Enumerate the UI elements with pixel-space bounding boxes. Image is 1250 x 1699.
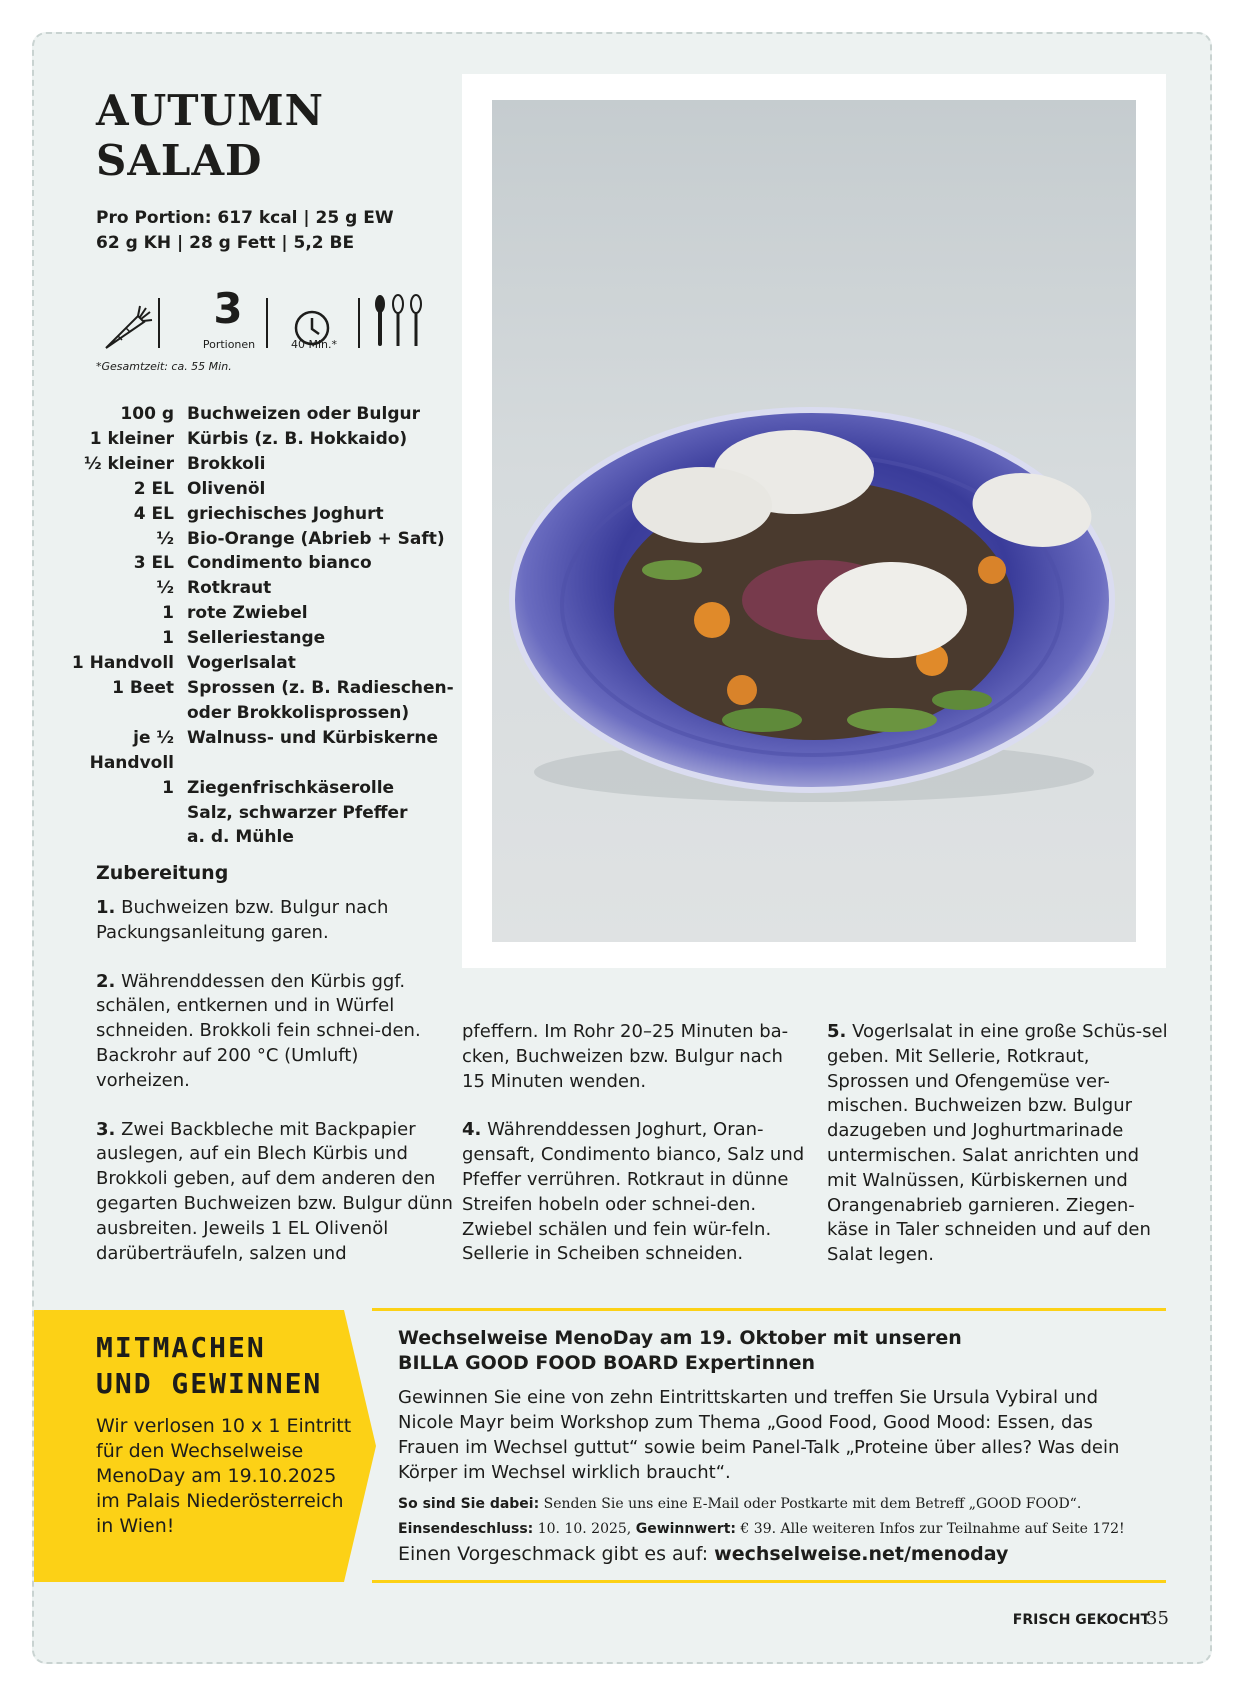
ingredient-row bbox=[60, 452, 480, 477]
step-4-number: 4. bbox=[462, 1119, 482, 1141]
deadline-line bbox=[398, 1517, 1125, 1542]
join-line bbox=[398, 1492, 1125, 1517]
meta-divider bbox=[266, 298, 268, 348]
ingredient-quantity bbox=[60, 801, 187, 826]
event-link-line bbox=[398, 1542, 1008, 1567]
ingredient-row bbox=[60, 551, 480, 576]
ingredient-quantity: 1 bbox=[162, 603, 174, 624]
recipe-meta-icons bbox=[96, 284, 436, 360]
ingredient-name: Walnuss- und Kürbiskerne bbox=[187, 727, 439, 748]
ingredient-name: oder Brokkolisprossen) bbox=[187, 702, 410, 723]
step-5 bbox=[827, 1020, 1172, 1268]
ingredient-list bbox=[60, 402, 480, 850]
nutrition-info bbox=[96, 206, 394, 256]
deadline-label: Einsendeschluss: bbox=[398, 1521, 534, 1537]
ingredient-row bbox=[60, 427, 480, 452]
promo-heading-line-2: UND GEWINNEN bbox=[96, 1367, 323, 1400]
event-fine-print bbox=[398, 1492, 1125, 1542]
ingredient-quantity: 4 EL bbox=[133, 503, 174, 524]
ingredient-row bbox=[60, 527, 480, 552]
step-3-number: 3. bbox=[96, 1118, 116, 1140]
ingredient-quantity: 2 EL bbox=[133, 478, 174, 499]
ingredient-name: Olivenöl bbox=[187, 478, 266, 499]
ingredient-row bbox=[60, 402, 480, 427]
salad-photo bbox=[492, 100, 1136, 942]
ingredient-name: a. d. Mühle bbox=[187, 827, 294, 848]
ingredient-name: Selleriestange bbox=[187, 628, 326, 649]
step-3-text: Zwei Backbleche mit Backpapier auslegen, auf ein Blech Kürbis und Brokkoli geben, auf dem anderen den gegarten Buchweizen bzw. Bulgur dünn ausbreiten. Jeweils 1 EL Olivenöl darüberträufeln, salzen und bbox=[96, 1118, 453, 1264]
step-2-text: Währenddessen den Kürbis ggf. schälen, entkernen und in Würfel schneiden. Brokkoli fein schnei-den. Backrohr auf 200 °C (Umluft) vorheizen. bbox=[96, 970, 421, 1091]
ingredient-row bbox=[60, 701, 480, 726]
step-2 bbox=[96, 970, 456, 1094]
ingredient-name: Condimento bianco bbox=[187, 553, 372, 574]
ingredient-quantity: ½ kleiner bbox=[83, 453, 174, 474]
step-4-text: Währenddessen Joghurt, Oran-gensaft, Condimento bianco, Salz und Pfeffer verrühren. Rotkraut in dünne Streifen hobeln oder schnei-den. Zwiebel schälen und fein wür-feln. Sellerie in Scheiben schneiden. bbox=[462, 1119, 805, 1265]
step-3 bbox=[96, 1118, 456, 1267]
ingredient-name: Buchweizen oder Bulgur bbox=[187, 404, 420, 424]
ingredient-quantity: 1 kleiner bbox=[89, 428, 174, 449]
event-body: Gewinnen Sie eine von zehn Eintrittskarten und treffen Sie Ursula Vybiral und Nicole Mayr beim Workshop zum Thema „Good Food, Good Mood: Essen, das Frauen im Wechsel guttut“ sowie beim Panel-Talk „Proteine über alles? Was dein Körper im Wechsel wirklich braucht“. bbox=[398, 1387, 1120, 1483]
step-2-number: 2. bbox=[96, 970, 116, 992]
event-heading-line-1: Wechselweise MenoDay am 19. Oktober mit unseren bbox=[398, 1327, 962, 1349]
ingredient-quantity: 100 g bbox=[120, 404, 174, 424]
ingredient-name: Kürbis (z. B. Hokkaido) bbox=[187, 428, 408, 449]
meta-divider bbox=[158, 298, 160, 348]
ingredient-quantity: 1 Beet bbox=[112, 677, 174, 698]
nutrition-line-1: Pro Portion: 617 kcal | 25 g EW bbox=[96, 208, 394, 228]
time-label: 40 Min.* bbox=[290, 338, 337, 351]
title-line-2: SALAD bbox=[96, 136, 263, 185]
title-line-1: AUTUMN bbox=[96, 86, 324, 135]
ingredient-name: Sprossen (z. B. Radieschen- bbox=[187, 677, 454, 698]
ingredient-row bbox=[60, 801, 480, 826]
utensils-icon bbox=[368, 290, 428, 354]
preparation-heading: Zubereitung bbox=[96, 862, 229, 884]
ingredient-row bbox=[60, 776, 480, 801]
ingredient-name: Salz, schwarzer Pfeffer bbox=[187, 802, 408, 823]
value-label: Gewinnwert: bbox=[635, 1521, 736, 1537]
recipe-title bbox=[96, 86, 324, 186]
ingredient-name: Rotkraut bbox=[187, 578, 272, 599]
promo-heading bbox=[96, 1330, 322, 1402]
ingredient-quantity bbox=[60, 701, 187, 726]
page-number: 35 bbox=[1146, 1608, 1169, 1629]
ingredient-row bbox=[60, 626, 480, 651]
ingredient-row bbox=[60, 601, 480, 626]
footer-section: FRISCH GEKOCHT bbox=[1012, 1612, 1150, 1628]
carrot-icon bbox=[100, 294, 156, 358]
event-bottom-rule bbox=[372, 1580, 1166, 1583]
ingredient-name: Vogerlsalat bbox=[187, 653, 296, 674]
preparation-column-3 bbox=[827, 1020, 1172, 1268]
event-top-rule bbox=[372, 1308, 1166, 1311]
step-5-text: Vogerlsalat in eine große Schüs-sel geben. Mit Sellerie, Rotkraut, Sprossen und Ofengemüse ver-mischen. Buchweizen bzw. Bulgur dazugeben und Joghurtmarinade untermischen. Salat anrichten und mit Walnüssen, Kürbiskernen und Orangenabrieb garnieren. Ziegen-käse in Taler schneiden und auf den Salat legen. bbox=[827, 1021, 1168, 1266]
ingredient-quantity: 3 EL bbox=[133, 553, 174, 574]
step-4 bbox=[462, 1118, 807, 1267]
join-text: Senden Sie uns eine E-Mail oder Postkarte mit dem Betreff „GOOD FOOD“. bbox=[539, 1496, 1082, 1512]
step-3-continued: pfeffern. Im Rohr 20–25 Minuten ba-cken, Buchweizen bzw. Bulgur nach 15 Minuten wenden. bbox=[462, 1021, 789, 1092]
event-link[interactable]: wechselweise.net/menoday bbox=[714, 1543, 1009, 1565]
ingredient-quantity: ½ bbox=[156, 578, 174, 599]
promo-heading-line-1: MITMACHEN bbox=[96, 1331, 266, 1364]
ingredient-row bbox=[60, 502, 480, 527]
preparation-column-2 bbox=[462, 1020, 807, 1267]
ingredient-row bbox=[60, 477, 480, 502]
ingredient-row bbox=[60, 651, 480, 676]
ingredient-quantity: ½ bbox=[156, 528, 174, 549]
ingredient-name: Brokkoli bbox=[187, 453, 266, 474]
ingredient-row bbox=[60, 576, 480, 601]
ingredient-quantity bbox=[60, 825, 187, 850]
ingredient-name: griechisches Joghurt bbox=[187, 503, 384, 524]
servings-label: Portionen bbox=[202, 338, 256, 351]
value-text: € 39. Alle weiteren Infos zur Teilnahme auf Seite 172! bbox=[735, 1521, 1125, 1537]
meta-divider bbox=[358, 298, 360, 348]
ingredient-quantity: je ½ Handvoll bbox=[89, 727, 174, 773]
step-5-number: 5. bbox=[827, 1021, 847, 1042]
link-prefix: Einen Vorgeschmack gibt es auf: bbox=[398, 1543, 715, 1565]
ingredient-row bbox=[60, 825, 480, 850]
preparation-column-1 bbox=[96, 896, 456, 1266]
ingredient-quantity: 1 bbox=[162, 777, 174, 798]
ingredient-row bbox=[60, 676, 480, 701]
servings-number: 3 bbox=[213, 284, 243, 333]
total-time-note: *Gesamtzeit: ca. 55 Min. bbox=[96, 360, 232, 373]
ingredient-name: Bio-Orange (Abrieb + Saft) bbox=[187, 528, 445, 549]
event-heading bbox=[398, 1326, 962, 1376]
step-1-text: Buchweizen bzw. Bulgur nach Packungsanleitung garen. bbox=[96, 897, 389, 943]
step-1-number: 1. bbox=[96, 897, 116, 918]
ingredient-name: rote Zwiebel bbox=[187, 603, 308, 624]
deadline-text: 10. 10. 2025, bbox=[533, 1521, 636, 1537]
step-1 bbox=[96, 896, 456, 946]
ingredient-quantity: 1 Handvoll bbox=[71, 653, 174, 674]
join-label: So sind Sie dabei: bbox=[398, 1496, 540, 1512]
nutrition-line-2: 62 g KH | 28 g Fett | 5,2 BE bbox=[96, 233, 355, 253]
ingredient-quantity: 1 bbox=[162, 628, 174, 649]
event-heading-line-2: BILLA GOOD FOOD BOARD Expertinnen bbox=[398, 1352, 816, 1374]
ingredient-row bbox=[60, 726, 480, 776]
salad-bowl-illustration bbox=[492, 100, 1136, 942]
ingredient-name: Ziegenfrischkäserolle bbox=[187, 777, 395, 798]
promo-text: Wir verlosen 10 x 1 Eintritt für den Wechselweise MenoDay am 19.10.2025 im Palais Niederösterreich in Wien! bbox=[96, 1415, 352, 1537]
